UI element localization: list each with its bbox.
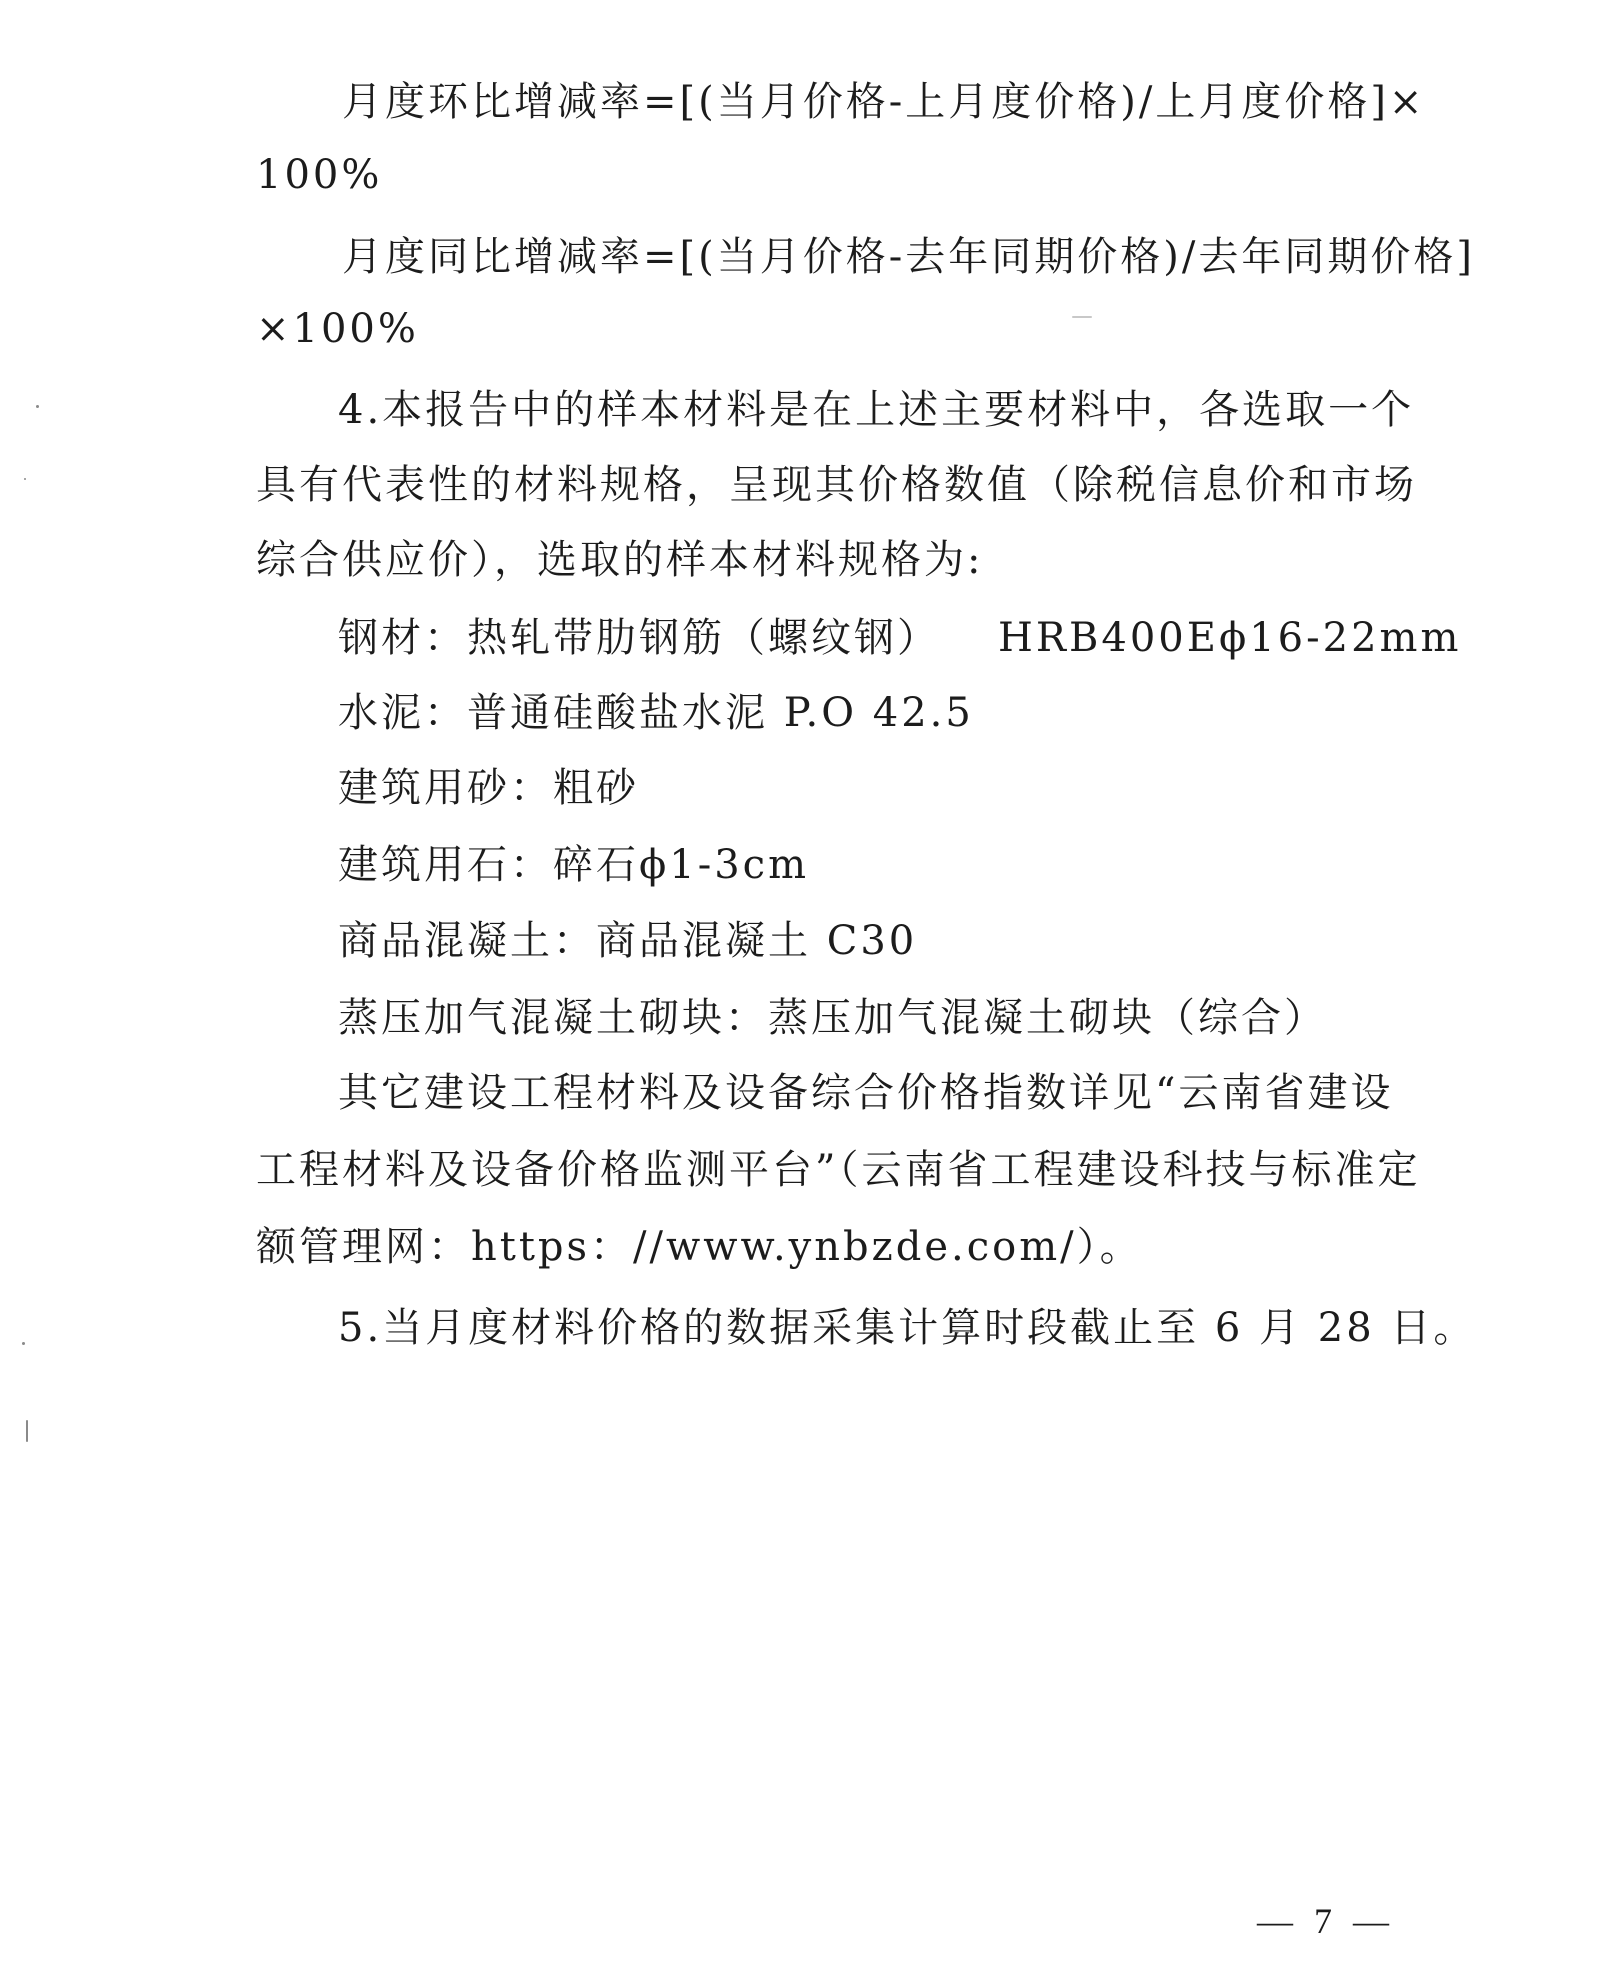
material-stone: 建筑用石：碎石ϕ1-3cm — [338, 842, 810, 888]
yoy-formula-line1: 月度同比增减率=[(当月价格-去年同期价格)/去年同期价格] — [342, 234, 1475, 280]
material-block: 蒸压加气混凝土砌块：蒸压加气混凝土砌块（综合） — [338, 995, 1327, 1041]
other-line3: 额管理网：https：//www.ynbzde.com/）。 — [256, 1224, 1143, 1270]
mom-formula-line1: 月度环比增减率=[(当月价格-上月度价格)/上月度价格]× — [342, 79, 1426, 125]
material-sand: 建筑用砂：粗砂 — [338, 765, 639, 811]
material-steel — [338, 613, 1461, 663]
scan-mark — [26, 1420, 28, 1442]
page-number: — 7 — — [1257, 1901, 1395, 1941]
material-cement: 水泥：普通硅酸盐水泥 P.O 42.5 — [338, 690, 974, 736]
mom-formula-line2: 100% — [256, 152, 383, 198]
material-steel-spec: HRB400Eϕ16-22mm — [998, 615, 1462, 661]
material-concrete: 商品混凝土：商品混凝土 C30 — [338, 918, 918, 964]
other-line2: 工程材料及设备价格监测平台”（云南省工程建设科技与标准定 — [256, 1147, 1421, 1193]
item4-line2: 具有代表性的材料规格，呈现其价格数值（除税信息价和市场 — [256, 462, 1417, 508]
other-line1: 其它建设工程材料及设备综合价格指数详见“云南省建设 — [338, 1070, 1394, 1116]
scan-mark — [1072, 316, 1092, 318]
item5-line: 5.当月度材料价格的数据采集计算时段截止至 6 月 28 日。 — [338, 1305, 1477, 1351]
scan-speck — [36, 405, 39, 408]
scan-speck — [22, 1342, 25, 1345]
item4-line3: 综合供应价），选取的样本材料规格为: — [256, 537, 984, 583]
scan-speck — [24, 478, 26, 480]
material-steel-name: 钢材：热轧带肋钢筋（螺纹钢） — [338, 615, 940, 661]
item4-line1: 4.本报告中的样本材料是在上述主要材料中，各选取一个 — [338, 387, 1415, 433]
yoy-formula-line2: ×100% — [256, 306, 419, 352]
